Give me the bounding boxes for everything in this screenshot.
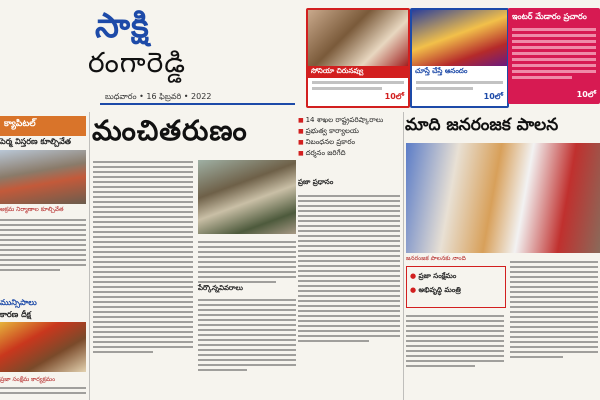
section-tag: క్యాపిటల్ [0, 116, 86, 136]
side-headline[interactable]: మాది జనరంజక పాలన [405, 115, 559, 135]
left-headline-2[interactable]: మున్సిపాలు [0, 298, 37, 307]
promo-photo [412, 10, 507, 66]
left-headline-3[interactable]: కారణ దీక్ష [0, 310, 31, 319]
main-body-text-2 [198, 238, 296, 286]
promo-headline: ఇంటర్ మేడారం ప్రచారం [512, 12, 587, 21]
side-body-text-2 [510, 258, 598, 361]
promo-box-2[interactable] [410, 8, 509, 108]
main-headline[interactable]: మంచితరుణం [92, 114, 248, 147]
highlight-bullet: ● ప్రజా సంక్షేమం [410, 272, 502, 282]
promo-box-1[interactable] [306, 8, 410, 108]
column-divider [403, 112, 404, 400]
promo-photo [308, 10, 408, 66]
masthead-edition: రంగారెడ్డి [88, 46, 186, 79]
promo-headline: సోనియా చిరునవ్వు [308, 66, 408, 78]
left-photo [0, 150, 86, 204]
promo-text [412, 81, 507, 90]
sub-point: ■ నిబంధనల ప్రకారం [298, 137, 402, 148]
left-body-text-2 [0, 384, 86, 397]
points-heading: పేర్కొన్నవివరాలు [198, 284, 243, 292]
column-divider [89, 112, 90, 400]
side-body-text [406, 312, 504, 370]
masthead-rule [100, 103, 295, 105]
left-caption-2: ప్రజా సంక్షేమ కార్యక్రమం [0, 376, 56, 383]
promo-headline: చూస్తే చేస్తే ఆనందం [415, 67, 468, 75]
promo-box-3[interactable] [508, 8, 600, 104]
sub-points [298, 115, 402, 159]
masthead-logo: సాక్షి [95, 6, 150, 46]
main-body-text [93, 158, 193, 356]
left-body-text [0, 216, 86, 274]
main-body-text-3 [198, 296, 296, 374]
side-caption: జనరంజక పాలనకు నాంది [406, 255, 466, 262]
promo-text [308, 81, 408, 90]
promo-text [508, 28, 600, 79]
promo-page-ref: 10లో [576, 90, 596, 99]
side-photo [406, 143, 600, 253]
left-headline[interactable]: పెర్మ విస్తరణ కూల్చివేత [0, 137, 71, 146]
sub-point: ■ ప్రభుత్వ కార్యాలయ [298, 126, 402, 137]
dateline: బుధవారం • 16 ఫిబ్రవరి • 2022 [105, 92, 212, 101]
highlight-bullets [410, 272, 502, 300]
left-caption: అక్రమ నిర్మాణాల కూల్చివేత [0, 206, 64, 213]
main-photo [198, 160, 296, 234]
box-heading: ప్రజా ప్రధానం [298, 178, 334, 186]
left-photo-2 [0, 322, 86, 372]
sub-point: ■ 14 శాఖల రాష్ట్రపరిష్కారాలు [298, 115, 402, 126]
main-body-text-4 [298, 192, 400, 345]
promo-page-ref: 10లో [384, 92, 404, 101]
highlight-bullet: ● అభివృద్ధి మంత్రి [410, 286, 502, 296]
sub-point: ■ దర్శనం జరిగేది [298, 148, 402, 159]
promo-page-ref: 10లో [483, 92, 503, 101]
